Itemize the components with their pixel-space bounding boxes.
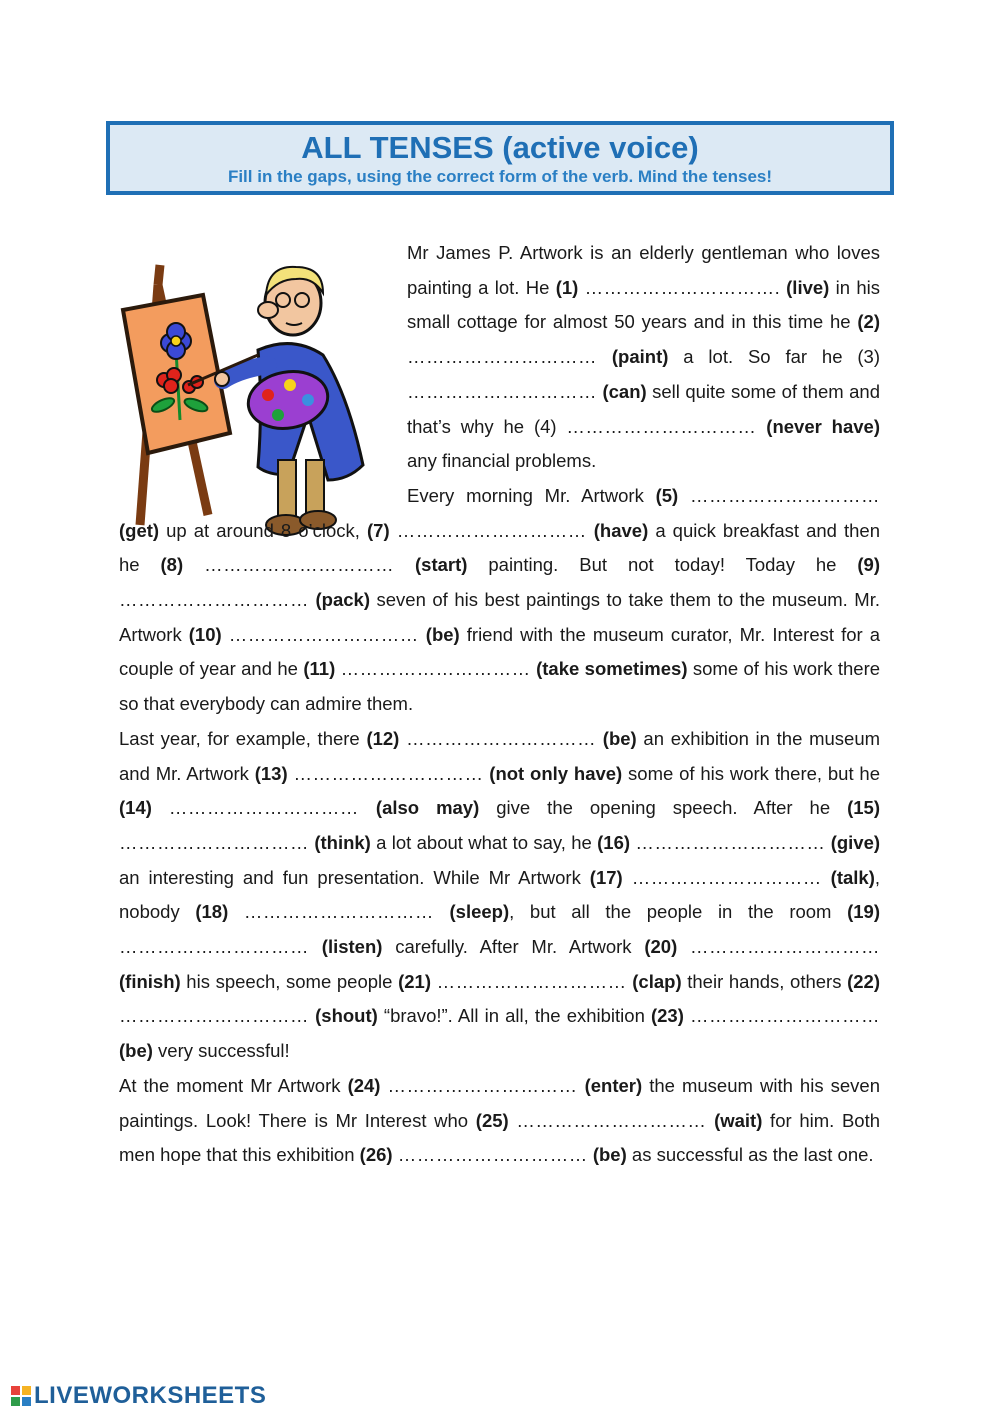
page-title: ALL TENSES (active voice) — [301, 130, 699, 165]
answer-gap[interactable]: ………………………… — [119, 936, 309, 958]
answer-gap[interactable]: ………………………… — [566, 415, 757, 437]
answer-gap[interactable]: ………………………… — [228, 623, 419, 645]
illustration-spacer — [119, 236, 407, 513]
answer-gap[interactable]: ………………………… — [631, 866, 822, 888]
paragraph-3: Last year, for example, there (12) ………………………… (be) an exhibition in the museum and Mr. Artwork (13) ………………………… (not only have) some of his work there, but he (14) ………………………… (also may) give the opening speech. After he (15) ………………………… (think) a lot about what to say, he (16) ………………………… (give) an interesting and fun presentation. While Mr Artwork (17) ………………………… (talk), nobody (18) ………………………… (sleep), but all the people in the room (19) ………………………… (listen) carefully. After Mr. Artwork (20) ………………………… (finish) his speech, some people (21) ………………………… (clap) their hands, others (22) ………………………… (shout) “bravo!”. All in all, the exhibition (23) ………………………… (be) very successful! — [119, 727, 881, 1062]
answer-gap[interactable]: ………………………… — [516, 1109, 707, 1131]
answer-gap[interactable]: ………………………… — [293, 762, 484, 784]
footer-brand — [10, 1382, 266, 1410]
answer-gap[interactable]: ………………………… — [396, 519, 587, 541]
instructions: Fill in the gaps, using the correct form of the verb. Mind the tenses! — [227, 167, 773, 186]
answer-gap[interactable]: ………………………… — [690, 484, 880, 506]
exercise-text — [119, 236, 880, 1173]
answer-gap[interactable]: ………………………… — [397, 1144, 588, 1166]
answer-gap[interactable]: ………………………… — [119, 1005, 309, 1027]
answer-gap[interactable]: ………………………… — [635, 831, 826, 853]
answer-gap[interactable]: ………………………… — [690, 936, 881, 958]
title-box — [106, 121, 894, 195]
answer-gap[interactable]: ………………………… — [119, 589, 309, 611]
paragraph-4: At the moment Mr Artwork (24) ………………………… (enter) the museum with his seven paintings. Look! There is Mr Interest who (25) ………………………… (wait) for him. Both men hope that this exhibition (26) ………………………… (be) as successful as the last one. — [119, 1074, 881, 1166]
answer-gap[interactable]: ………………………… — [243, 901, 434, 923]
answer-gap[interactable]: ………………………… — [406, 727, 597, 749]
answer-gap[interactable]: ………………………… — [407, 346, 597, 368]
answer-gap[interactable]: ………………………… — [340, 658, 531, 680]
liveworksheets-logo-icon — [10, 1385, 32, 1407]
answer-gap[interactable]: ………………………… — [407, 380, 597, 402]
answer-gap[interactable]: ………………………… — [387, 1074, 578, 1096]
paragraph-1: Mr James P. Artwork is an elderly gentleman who loves painting a lot. He (1) …………………………. (live) in his small cottage for almost 50 years and in this time he (2) ………………………… (paint) a lot. So far he (3) ………………………… (can) sell quite some of them and that’s why he (4) ………………………… (never have) any financial problems. — [407, 242, 881, 472]
answer-gap[interactable]: ………………………… — [690, 1005, 881, 1027]
footer-brand-text[interactable]: LIVEWORKSHEETS — [34, 1382, 267, 1409]
answer-gap[interactable]: ………………………… — [436, 970, 627, 992]
answer-gap[interactable]: ………………………… — [168, 797, 359, 819]
answer-gap[interactable]: ………………………… — [119, 831, 309, 853]
paragraph-2: Every morning Mr. Artwork (5) ………………………… (get) up at around 8 o’clock, (7) ………………………… (have) a quick breakfast and then he (8) ………………………… (start) painting. But not today! Today he (9) ………………………… (pack) seven of his best paintings to take them to the museum. Mr. Artwork (10) ………………………… (be) friend with the museum curator, Mr. Interest for a couple of year and he (11) ………………………… (take sometimes) some of his work there so that everybody can admire them. — [119, 484, 881, 715]
answer-gap[interactable]: ………………………… — [584, 276, 775, 298]
answer-gap[interactable]: ………………………… — [204, 554, 395, 576]
